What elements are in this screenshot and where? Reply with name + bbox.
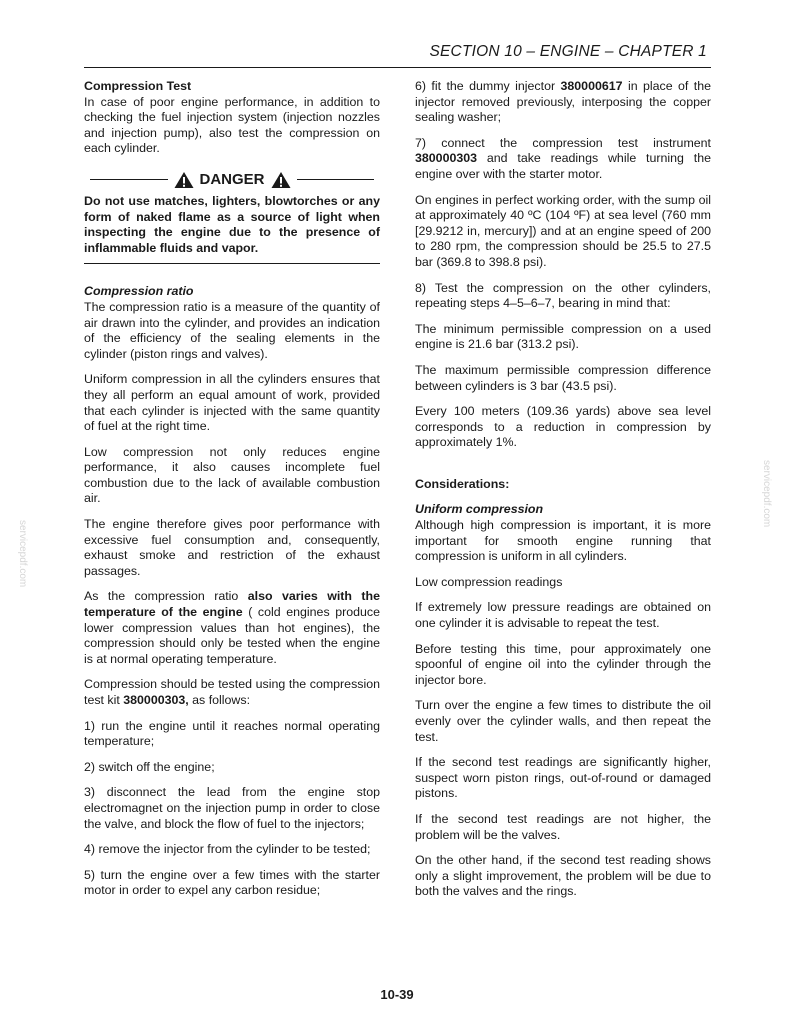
ratio-paragraph-4: The engine therefore gives poor performance with excessive fuel consumption and, consequently, exhaust smoke and restriction of the exhaust passages.: [84, 517, 380, 578]
low-paragraph-4: If the second test readings are significantly higher, suspect worn piston rings, out-of-round or damaged pistons.: [415, 755, 711, 801]
low-paragraph-6: On the other hand, if the second test reading shows only a slight improvement, the problem will be due to both the valves and the rings.: [415, 853, 711, 899]
step-1: 1) run the engine until it reaches normal operating temperature;: [84, 718, 380, 749]
kit-text: Compression should be tested using the compression test kit: [84, 677, 380, 707]
intro-paragraph: In case of poor engine performance, in addition to checking the fuel injection system (injection nozzles and injection pump), also test the compression on each cylinder.: [84, 94, 380, 156]
ratio-paragraph-3: Low compression not only reduces engine performance, it also causes incomplete fuel combustion due to the lack of available combustion air.: [84, 444, 380, 506]
ratio-paragraph-2: Uniform compression in all the cylinders ensures that they all perform an equal amount of work, provided that each cylinder is injected with the same quantity of fuel at the right time.: [84, 372, 380, 434]
watermark-right: servicepdf.com: [761, 460, 772, 528]
step-4: 4) remove the injector from the cylinder to be tested;: [84, 842, 371, 857]
ratio-p5-text: As the compression ratio: [84, 589, 248, 604]
kit-rest: as follows:: [188, 693, 251, 707]
altitude-paragraph: Every 100 meters (109.36 yards) above sea level corresponds to a reduction in compression by approximately 1%.: [415, 404, 711, 450]
kit-part-number: 380000303,: [123, 693, 189, 707]
danger-label: DANGER: [199, 171, 265, 189]
danger-banner: [84, 169, 380, 191]
step-2: 2) switch off the engine;: [84, 759, 215, 774]
danger-text: Do not use matches, lighters, blowtorches or any form of naked flame as a source of light when inspecting the engine due to the presence of inflammable fluids and vapor.: [84, 194, 380, 264]
specs-paragraph: On engines in perfect working order, with the sump oil at approximately 40 ºC (104 ºF) at sea level (760 mm [29.9212 in, mercury]) and at an engine speed of 200 to 280 rpm, the compression should be 25.5 to 27.5 bar (369.8 to 398.8 psi).: [415, 192, 711, 269]
low-paragraph-2: Before testing this time, pour approximately one spoonful of engine oil into the cylinder through the injector bore.: [415, 641, 711, 687]
low-compression-heading: Low compression readings: [415, 574, 563, 589]
step7-rest: and take readings while turning the engine over with the starter motor.: [415, 151, 711, 181]
step-3: 3) disconnect the lead from the engine stop electromagnet on the injection pump in order to close the valve, and block the flow of fuel to the injectors;: [84, 785, 380, 831]
left-column: [84, 79, 380, 909]
uniform-paragraph: Although high compression is important, it is more important for smooth engine running that compression is uniform in all cylinders.: [415, 518, 711, 564]
ratio-paragraph-1: The compression ratio is a measure of the quantity of air drawn into the cylinder, and provides an indication of the efficiency of the sealing elements in the cylinder (piston rings and valves).: [84, 299, 380, 361]
step7-text: 7) connect the compression test instrument: [415, 135, 711, 150]
min-compression-paragraph: The minimum permissible compression on a used engine is 21.6 bar (313.2 psi).: [415, 321, 711, 352]
low-paragraph-1: If extremely low pressure readings are obtained on one cylinder it is advisable to repeat the test.: [415, 600, 711, 631]
compression-test-heading: Compression Test: [84, 79, 192, 93]
test-kit-paragraph: [84, 677, 380, 708]
ratio-paragraph-5: [84, 589, 380, 667]
compression-ratio-heading: Compression ratio: [84, 284, 194, 299]
danger-rule-right: [297, 179, 375, 180]
step7-part-number: 380000303: [415, 151, 478, 166]
ratio-p5-emphasis: also varies with the temperature of the engine: [84, 589, 380, 620]
low-paragraph-5: If the second test readings are not higher, the problem will be the valves.: [415, 811, 711, 842]
step-5: 5) turn the engine over a few times with the starter motor in order to expel any carbon residue;: [84, 867, 380, 898]
warning-triangle-icon: [271, 171, 291, 189]
step-6: [415, 79, 711, 126]
step6-part-number: 380000617: [560, 79, 623, 93]
max-difference-paragraph: The maximum permissible compression difference between cylinders is 3 bar (43.5 psi).: [415, 362, 711, 393]
uniform-compression-heading: Uniform compression: [415, 502, 544, 517]
ratio-p5-rest: ( cold engines produce lower compression values than hot engines), the compression should only be tested when the engine is at normal operating temperature.: [84, 605, 381, 666]
page-number: 10-39: [380, 987, 414, 1002]
step6-text: 6) fit the dummy injector: [415, 79, 561, 93]
header-rule: [84, 67, 711, 68]
step-7: [415, 136, 711, 183]
step-8: 8) Test the compression on the other cylinders, repeating steps 4–5–6–7, bearing in mind that:: [415, 280, 711, 311]
danger-rule-left: [90, 179, 168, 180]
considerations-heading: Considerations:: [415, 476, 510, 491]
low-paragraph-3: Turn over the engine a few times to distribute the oil evenly over the cylinder walls, and then repeat the test.: [415, 698, 711, 744]
right-column: [415, 79, 711, 910]
step6-rest: in place of the injector removed previously, interposing the copper sealing washer;: [415, 79, 711, 125]
section-header: SECTION 10 – ENGINE – CHAPTER 1: [429, 43, 707, 60]
watermark-left: servicepdf.com: [17, 520, 28, 588]
warning-triangle-icon: [174, 171, 194, 189]
